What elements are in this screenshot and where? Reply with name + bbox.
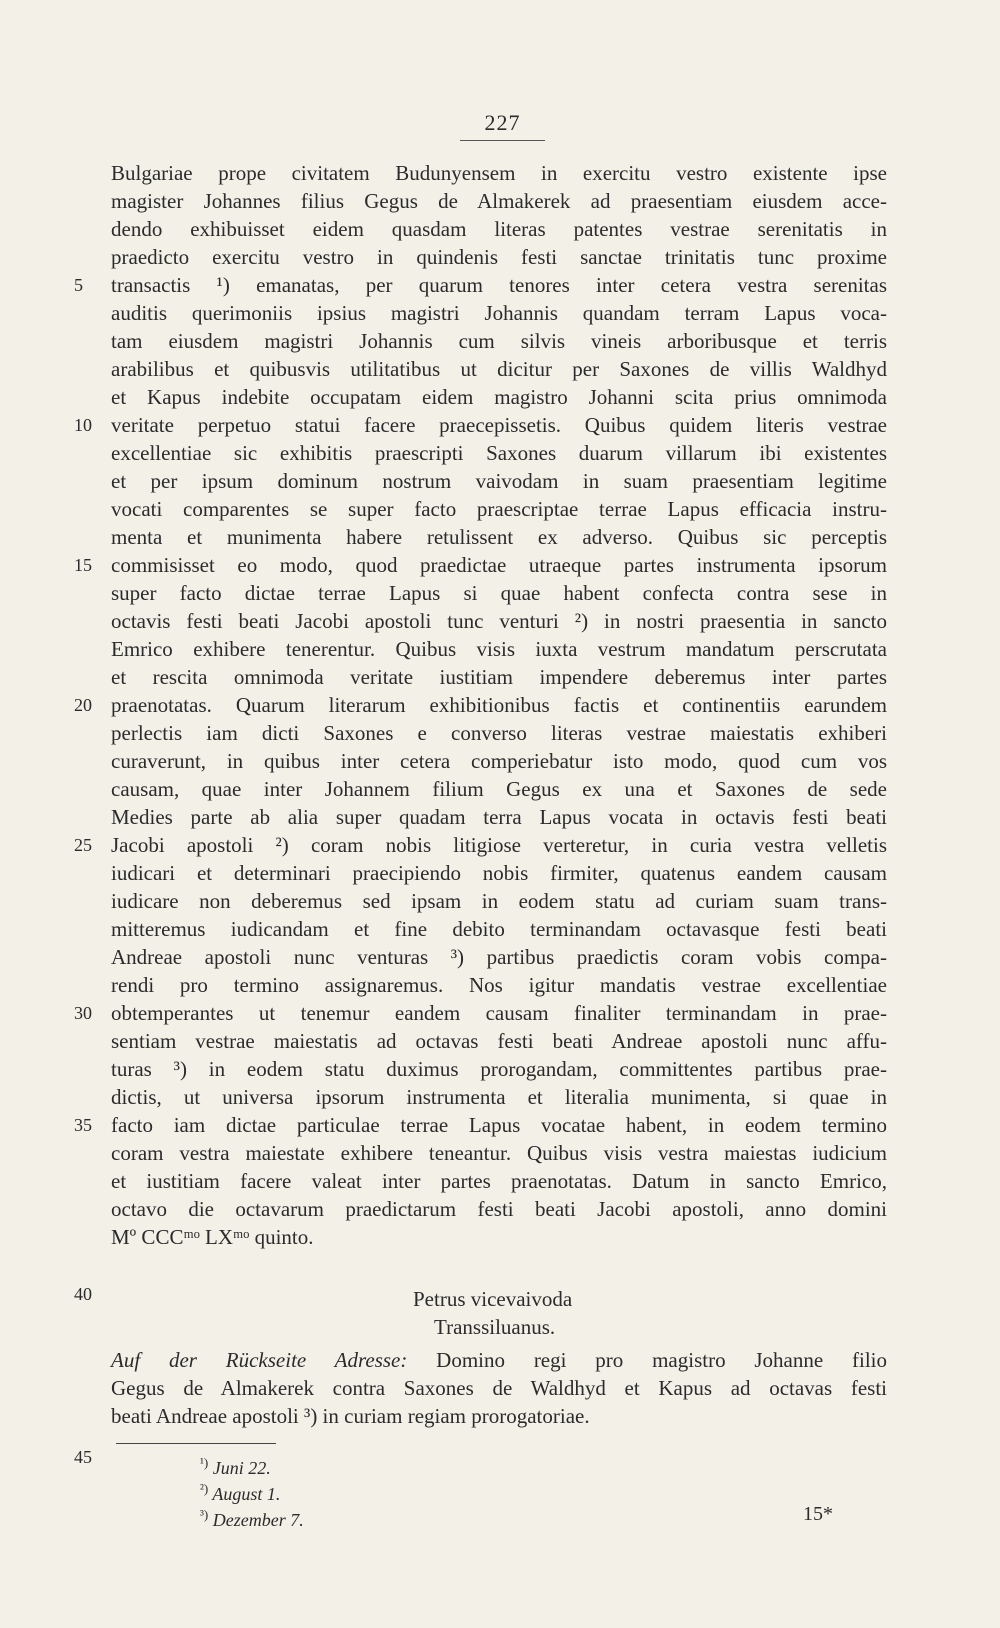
footnote-text: August 1. [212, 1484, 281, 1504]
signature-name: Petrus vicevaivoda [413, 1287, 573, 1311]
text-line: facto iam dictae particulae terrae Lapus vocatae habent, in eodem termino [111, 1113, 887, 1137]
text-line: auditis querimoniis ipsius magistri Johannis quandam terram Lapus voca- [111, 301, 887, 325]
text-line: super facto dictae terrae Lapus si quae habent confecta contra sese in [111, 581, 887, 605]
line-number: 20 [74, 695, 92, 715]
text-line: arabilibus et quibusvis utilitatibus ut dicitur per Saxones de villis Waldhyd [111, 357, 887, 381]
address-label: Auf der Rückseite Adresse: [111, 1348, 408, 1372]
text-line: Emrico exhibere tenerentur. Quibus visis iuxta vestrum mandatum perscrutata [111, 637, 887, 661]
text-line: octavo die octavarum praedictarum festi beati Jacobi apostoli, anno domini [111, 1197, 887, 1221]
text-line: dictis, ut universa ipsorum instrumenta et literalia munimenta, si quae in [111, 1085, 887, 1109]
address-line: Gegus de Almakerek contra Saxones de Waldhyd et Kapus ad octavas festi [111, 1376, 887, 1400]
text-line: rendi pro termino assignaremus. Nos igitur mandatis vestrae excellentiae [111, 973, 887, 997]
text-line: turas ³) in eodem statu duximus prorogandam, committentes partibus prae- [111, 1057, 887, 1081]
text-line: et per ipsum dominum nostrum vaivodam in suam praesentiam legitime [111, 469, 887, 493]
text-line: praedicto exercitu vestro in quindenis festi sanctae trinitatis tunc proxime [111, 245, 887, 269]
footnote-mark: ²) [200, 1481, 209, 1496]
text-line: veritate perpetuo statui facere praecepissetis. Quibus quidem literis vestrae [111, 413, 887, 437]
footnote [200, 1477, 280, 1506]
footnote-mark: ³) [200, 1507, 209, 1522]
text-line: Medies parte ab alia super quadam terra Lapus vocata in octavis festi beati [111, 805, 887, 829]
text-line: sentiam vestrae maiestatis ad octavas festi beati Andreae apostoli nunc affu- [111, 1029, 887, 1053]
footnote [200, 1451, 271, 1480]
line-number: 10 [74, 415, 92, 435]
footnote [200, 1503, 304, 1532]
address-line [111, 1346, 887, 1374]
text-line: Bulgariae prope civitatem Budunyensem in exercitu vestro existente ipse [111, 161, 887, 185]
line-number: 40 [74, 1284, 92, 1304]
page-number: 227 [460, 110, 545, 141]
text-line: et iustitiam facere valeat inter partes praenotatas. Datum in sancto Emrico, [111, 1169, 887, 1193]
line-number: 15 [74, 555, 92, 575]
text-line: causam, quae inter Johannem filium Gegus ex una et Saxones de sede [111, 777, 887, 801]
footnote-text: Juni 22. [212, 1458, 271, 1478]
line-number: 45 [74, 1447, 92, 1467]
text-line: vocati comparentes se super facto praescriptae terrae Lapus efficacia instru- [111, 497, 887, 521]
line-number: 35 [74, 1115, 92, 1135]
text-line: et rescita omnimoda veritate iustitiam impendere deberemus inter partes [111, 665, 887, 689]
text-line: perlectis iam dicti Saxones e converso literas vestrae maiestatis exhiberi [111, 721, 887, 745]
address-line: beati Andreae apostoli ³) in curiam regiam prorogatoriae. [111, 1404, 590, 1428]
text-line: et Kapus indebite occupatam eidem magistro Johanni scita prius omnimoda [111, 385, 887, 409]
text-line: commisisset eo modo, quod praedictae utraeque partes instrumenta ipsorum [111, 553, 887, 577]
text-line: transactis ¹) emanatas, per quarum tenores inter cetera vestra serenitas [111, 273, 887, 297]
text-line: iudicare non deberemus sed ipsam in eodem statu ad curiam suam trans- [111, 889, 887, 913]
signature-mark: 15* [803, 1503, 833, 1525]
text-line: dendo exhibuisset eidem quasdam literas patentes vestrae serenitatis in [111, 217, 887, 241]
line-number: 5 [74, 275, 83, 295]
text-line: Mº CCCᵐᵒ LXᵐᵒ quinto. [111, 1225, 314, 1249]
line-number: 25 [74, 835, 92, 855]
text-line: mitteremus iudicandam et fine debito terminandam octavasque festi beati [111, 917, 887, 941]
text-line: Andreae apostoli nunc venturas ³) partibus praedictis coram vobis compa- [111, 945, 887, 969]
footnote-mark: ¹) [200, 1455, 209, 1470]
text-line: octavis festi beati Jacobi apostoli tunc venturi ²) in nostri praesentia in sancto [111, 609, 887, 633]
text-line: excellentiae sic exhibitis praescripti Saxones duarum villarum ibi existentes [111, 441, 887, 465]
text-line: Jacobi apostoli ²) coram nobis litigiose verteretur, in curia vestra velletis [111, 833, 887, 857]
text-line: praenotatas. Quarum literarum exhibitionibus factis et continentiis earundem [111, 693, 887, 717]
text-line: curaverunt, in quibus inter cetera comperiebatur isto modo, quod cum vos [111, 749, 887, 773]
footnote-text: Dezember 7. [212, 1510, 304, 1530]
line-number: 30 [74, 1003, 92, 1023]
text-line: iudicari et determinari praecipiendo nobis firmiter, quatenus eandem causam [111, 861, 887, 885]
text-line: obtemperantes ut tenemur eandem causam finaliter terminandam in prae- [111, 1001, 887, 1025]
text-line: coram vestra maiestate exhibere teneantur. Quibus visis vestra maiestas iudicium [111, 1141, 887, 1165]
footnote-rule [116, 1443, 276, 1444]
text-line: tam eiusdem magistri Johannis cum silvis vineis arboribusque et terris [111, 329, 887, 353]
address-text: Domino regi pro magistro Johanne filio [436, 1348, 887, 1372]
text-line: magister Johannes filius Gegus de Almakerek ad praesentiam eiusdem acce- [111, 189, 887, 213]
signature-title: Transsiluanus. [434, 1315, 556, 1339]
text-line: menta et munimenta habere retulissent ex adverso. Quibus sic perceptis [111, 525, 887, 549]
